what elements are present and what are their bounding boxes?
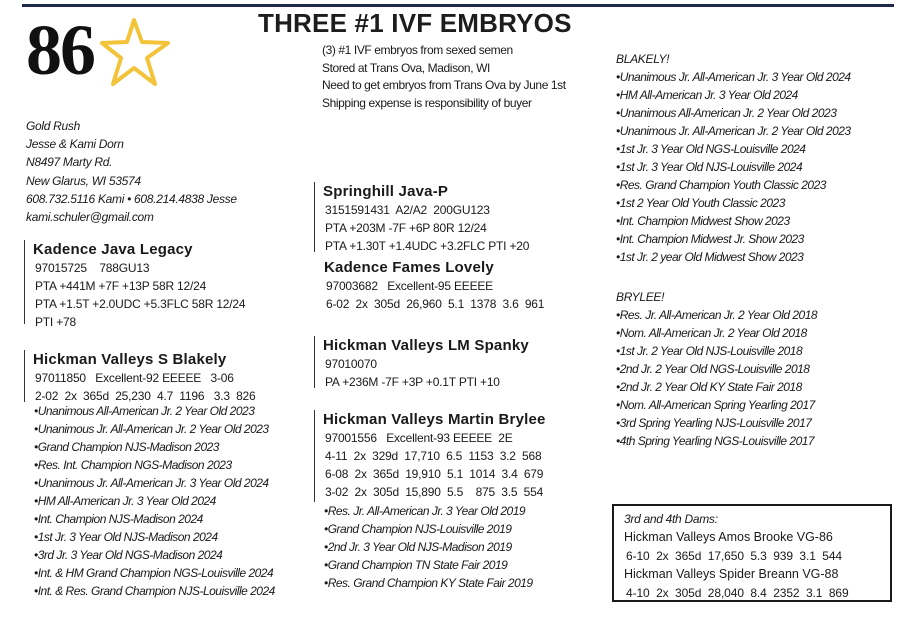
blakely-highlights — [616, 50, 851, 266]
highlight-item: •HM All-American Jr. 3 Year Old 2024 — [616, 88, 798, 102]
dam-achievements — [34, 402, 275, 600]
blakely-heading: BLAKELY! — [616, 52, 670, 66]
brylee-line: 97001556 Excellent-93 EEEEE 2E — [325, 431, 513, 445]
highlight-item: •Int. Champion Midwest Show 2023 — [616, 214, 790, 228]
brylee-heading: BRYLEE! — [616, 290, 665, 304]
achievement-item: •Int. Champion NJS-Madison 2024 — [34, 512, 203, 526]
achievement-item: •Res. Int. Champion NGS-Madison 2023 — [34, 458, 232, 472]
sire-line: PTA +1.5T +2.0UDC +5.3FLC 58R 12/24 — [35, 297, 246, 311]
fames-line: 97003682 Excellent-95 EEEEE — [326, 279, 493, 293]
fames-section — [324, 258, 544, 313]
highlight-item: •1st Jr. 3 Year Old NJS-Louisville 2024 — [616, 160, 803, 174]
springhill-line: PTA +203M -7F +6P 80R 12/24 — [325, 221, 487, 235]
contact-block — [26, 117, 237, 226]
achievement-item: •Grand Champion TN State Fair 2019 — [324, 558, 508, 572]
dam-section — [24, 350, 256, 402]
street-address: N8497 Marty Rd. — [26, 155, 113, 170]
achievement-item: •Res. Grand Champion KY State Fair 2019 — [324, 576, 533, 590]
springhill-line: 3151591431 A2/A2 200GU123 — [325, 203, 490, 217]
brylee-line: 6-08 2x 365d 19,910 5.1 1014 3.4 679 — [325, 467, 544, 481]
spanky-line: PA +236M -7F +3P +0.1T PTI +10 — [325, 375, 500, 389]
highlight-item: •Nom. All-American Spring Yearling 2017 — [616, 398, 815, 412]
highlight-item: •1st Jr. 3 Year Old NGS-Louisville 2024 — [616, 142, 806, 156]
intro-line: Shipping expense is responsibility of buyer — [322, 95, 532, 110]
spanky-line: 97010070 — [325, 357, 377, 371]
highlight-item: •Res. Grand Champion Youth Classic 2023 — [616, 178, 826, 192]
spanky-section — [314, 336, 529, 388]
achievement-item: •Unanimous Jr. All-American Jr. 3 Year Old 2024 — [34, 476, 269, 490]
highlight-item: •3rd Spring Yearling NJS-Louisville 2017 — [616, 416, 812, 430]
achievement-item: •2nd Jr. 3 Year Old NJS-Madison 2019 — [324, 540, 512, 554]
intro-line: Need to get embryos from Trans Ova by June 1st — [322, 78, 566, 93]
brylee-name: Hickman Valleys Martin Brylee — [323, 411, 546, 428]
achievement-item: •Int. & HM Grand Champion NGS-Louisville 2024 — [34, 566, 274, 580]
brylee-section — [314, 410, 546, 502]
sire-section — [24, 240, 246, 329]
highlight-item: •Int. Champion Midwest Jr. Show 2023 — [616, 232, 804, 246]
email-address[interactable]: kami.schuler@gmail.com — [26, 210, 154, 225]
highlight-item: •2nd Jr. 2 Year Old KY State Fair 2018 — [616, 380, 802, 394]
springhill-section — [314, 182, 529, 252]
spanky-name: Hickman Valleys LM Spanky — [323, 337, 529, 354]
sire-name: Kadence Java Legacy — [33, 241, 193, 258]
highlight-item: •1st Jr. 2 Year Old NJS-Louisville 2018 — [616, 344, 803, 358]
highlight-item: •2nd Jr. 2 Year Old NGS-Louisville 2018 — [616, 362, 810, 376]
fames-line: 6-02 2x 305d 26,960 5.1 1378 3.6 961 — [326, 297, 545, 311]
dam-name: Hickman Valleys S Blakely — [33, 351, 227, 368]
achievement-item: •Int. & Res. Grand Champion NJS-Louisville 2024 — [34, 584, 275, 598]
achievement-item: •HM All-American Jr. 3 Year Old 2024 — [34, 494, 216, 508]
star-icon — [100, 16, 172, 88]
owner-names: Jesse & Kami Dorn — [26, 137, 124, 152]
sire-line: PTI +78 — [35, 315, 76, 329]
achievement-item: •1st Jr. 3 Year Old NJS-Madison 2024 — [34, 530, 218, 544]
achievement-item: •Grand Champion NJS-Louisville 2019 — [324, 522, 512, 536]
highlight-item: •Unanimous Jr. All-American Jr. 2 Year Old 2023 — [616, 124, 851, 138]
highlight-item: •Res. Jr. All-American Jr. 2 Year Old 2018 — [616, 308, 818, 322]
springhill-name: Springhill Java-P — [323, 183, 449, 200]
highlight-item: •1st Jr. 2 year Old Midwest Show 2023 — [616, 250, 804, 264]
farm-name: Gold Rush — [26, 119, 80, 133]
dam-line: 97011850 Excellent-92 EEEEE 3-06 — [35, 371, 234, 385]
springhill-line: PTA +1.30T +1.4UDC +3.2FLC PTI +20 — [325, 239, 530, 253]
highlight-item: •Nom. All-American Jr. 2 Year Old 2018 — [616, 326, 807, 340]
fourth-dam-line: 4-10 2x 305d 28,040 8.4 2352 3.1 869 — [626, 586, 849, 600]
achievement-item: •Res. Jr. All-American Jr. 3 Year Old 2019 — [324, 504, 526, 518]
dam-line: 2-02 2x 365d 25,230 4.7 1196 3.3 826 — [35, 389, 256, 403]
city-state-zip: New Glarus, WI 53574 — [26, 173, 141, 188]
fourth-dam-name: Hickman Valleys Spider Breann VG-88 — [624, 567, 839, 581]
third-dam-name: Hickman Valleys Amos Brooke VG-86 — [624, 530, 833, 544]
sire-line: 97015725 788GU13 — [35, 261, 150, 275]
sire-line: PTA +441M +7F +13P 58R 12/24 — [35, 279, 207, 293]
dams-box — [612, 504, 892, 602]
page-title: THREE #1 IVF EMBRYOS — [258, 8, 572, 38]
dams-heading: 3rd and 4th Dams: — [624, 512, 718, 526]
intro-block — [322, 42, 566, 112]
third-dam-line: 6-10 2x 365d 17,650 5.3 939 3.1 544 — [626, 549, 842, 563]
brylee-highlights — [616, 288, 817, 450]
top-rule — [22, 4, 894, 7]
achievement-item: •Unanimous Jr. All-American Jr. 2 Year Old 2023 — [34, 422, 269, 436]
brylee-achievements — [324, 502, 533, 592]
fames-name: Kadence Fames Lovely — [324, 259, 494, 276]
lot-number: 86 — [26, 10, 94, 90]
achievement-item: •Grand Champion NJS-Madison 2023 — [34, 440, 219, 454]
highlight-item: •1st 2 Year Old Youth Classic 2023 — [616, 196, 785, 210]
highlight-item: •Unanimous Jr. All-American Jr. 3 Year Old 2024 — [616, 70, 851, 84]
brylee-line: 3-02 2x 305d 15,890 5.5 875 3.5 554 — [325, 485, 544, 499]
achievement-item: •Unanimous All-American Jr. 2 Year Old 2023 — [34, 404, 255, 418]
phone-numbers: 608.732.5116 Kami • 608.214.4838 Jesse — [26, 191, 237, 206]
intro-line: Stored at Trans Ova, Madison, WI — [322, 60, 490, 75]
achievement-item: •3rd Jr. 3 Year Old NGS-Madison 2024 — [34, 548, 223, 562]
highlight-item: •Unanimous All-American Jr. 2 Year Old 2023 — [616, 106, 837, 120]
highlight-item: •4th Spring Yearling NGS-Louisville 2017 — [616, 434, 815, 448]
brylee-line: 4-11 2x 329d 17,710 6.5 1153 3.2 568 — [325, 449, 542, 463]
intro-line: (3) #1 IVF embryos from sexed semen — [322, 43, 513, 57]
